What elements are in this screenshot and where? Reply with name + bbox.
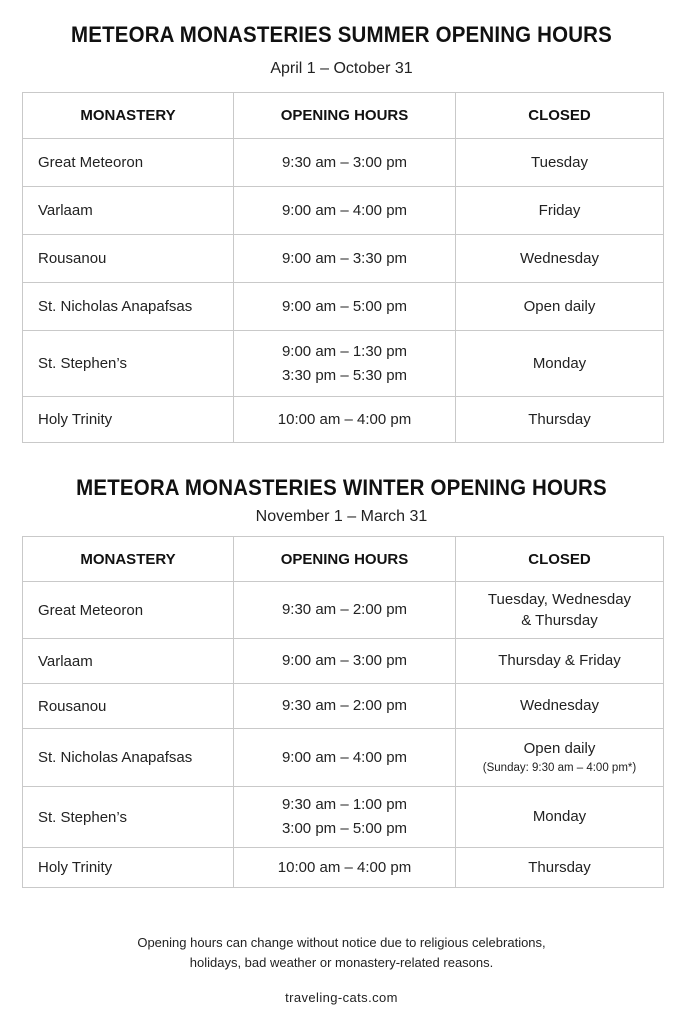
opening-hours: 9:00 am – 5:00 pm	[281, 297, 408, 315]
monastery-name: St. Stephen’s	[23, 787, 234, 848]
winter-hours-table	[22, 536, 664, 888]
table-row	[23, 729, 664, 787]
closed-day: Thursday & Friday	[498, 652, 621, 669]
table-row	[23, 283, 664, 331]
opening-hours: 9:00 am – 4:00 pm	[281, 748, 408, 766]
table-row	[23, 187, 664, 235]
disclaimer-line: Opening hours can change without notice due to religious celebrations,	[137, 935, 546, 950]
opening-hours-morning: 9:30 am – 1:00 pm	[281, 796, 408, 813]
monastery-name: Holy Trinity	[23, 397, 234, 443]
column-header-monastery: MONASTERY	[23, 537, 234, 582]
table-row	[23, 639, 664, 684]
column-header-closed: CLOSED	[456, 537, 664, 582]
table-header-row	[23, 93, 664, 139]
summer-title: METEORA MONASTERIES SUMMER OPENING HOURS	[71, 22, 612, 47]
sunday-hours-note: (Sunday: 9:30 am – 4:00 pm*)	[482, 762, 637, 774]
monastery-name: Great Meteoron	[23, 139, 234, 187]
closed-day: Open daily	[523, 297, 596, 315]
table-row	[23, 139, 664, 187]
monastery-name: Holy Trinity	[23, 848, 234, 888]
closed-day: Friday	[538, 201, 581, 219]
monastery-name: St. Nicholas Anapafsas	[23, 729, 234, 787]
disclaimer-line: holidays, bad weather or monastery-related reasons.	[189, 955, 494, 970]
opening-hours: 10:00 am – 4:00 pm	[277, 410, 412, 428]
opening-hours: 9:00 am – 4:00 pm	[281, 201, 408, 219]
closed-day: Wednesday	[520, 249, 599, 267]
closed-day: Open daily	[523, 740, 596, 757]
opening-hours-afternoon: 3:30 pm – 5:30 pm	[281, 366, 408, 384]
monastery-name: Rousanou	[23, 235, 234, 283]
monastery-name: St. Stephen’s	[23, 331, 234, 397]
opening-hours: 10:00 am – 4:00 pm	[277, 858, 412, 876]
monastery-name: Varlaam	[23, 187, 234, 235]
monastery-name: Varlaam	[23, 639, 234, 684]
table-header-row	[23, 537, 664, 582]
closed-day: Monday	[532, 808, 587, 825]
table-row	[23, 235, 664, 283]
table-row	[23, 684, 664, 729]
closed-day: Thursday	[528, 410, 591, 428]
table-row	[23, 848, 664, 888]
table-row	[23, 787, 664, 848]
opening-hours-afternoon: 3:00 pm – 5:00 pm	[281, 820, 408, 837]
monastery-name: St. Nicholas Anapafsas	[23, 283, 234, 331]
opening-hours: 9:30 am – 3:00 pm	[281, 153, 408, 171]
closed-day: Wednesday	[520, 697, 599, 714]
table-row	[23, 331, 664, 397]
opening-hours-morning: 9:00 am – 1:30 pm	[281, 342, 408, 360]
opening-hours: 9:00 am – 3:00 pm	[281, 652, 408, 669]
winter-dates: November 1 – March 31	[255, 508, 428, 525]
table-row	[23, 582, 664, 639]
column-header-opening-hours: OPENING HOURS	[234, 537, 456, 582]
closed-days-continued: & Thursday	[521, 612, 598, 629]
opening-hours: 9:30 am – 2:00 pm	[281, 601, 408, 618]
closed-day: Monday	[532, 354, 587, 372]
monastery-name: Great Meteoron	[23, 582, 234, 639]
table-row	[23, 397, 664, 443]
winter-title: METEORA MONASTERIES WINTER OPENING HOURS	[76, 475, 607, 500]
summer-dates: April 1 – October 31	[270, 60, 413, 77]
closed-days: Tuesday, Wednesday	[487, 591, 632, 608]
column-header-opening-hours: OPENING HOURS	[234, 93, 456, 139]
closed-day: Tuesday	[531, 153, 588, 171]
column-header-closed: CLOSED	[456, 93, 664, 139]
website-credit: traveling-cats.com	[285, 990, 398, 1005]
opening-hours: 9:30 am – 2:00 pm	[281, 697, 408, 714]
monastery-name: Rousanou	[23, 684, 234, 729]
summer-hours-table	[22, 92, 664, 443]
closed-day: Thursday	[528, 858, 591, 876]
column-header-monastery: MONASTERY	[23, 93, 234, 139]
opening-hours: 9:00 am – 3:30 pm	[281, 249, 408, 267]
disclaimer-note	[0, 933, 683, 973]
